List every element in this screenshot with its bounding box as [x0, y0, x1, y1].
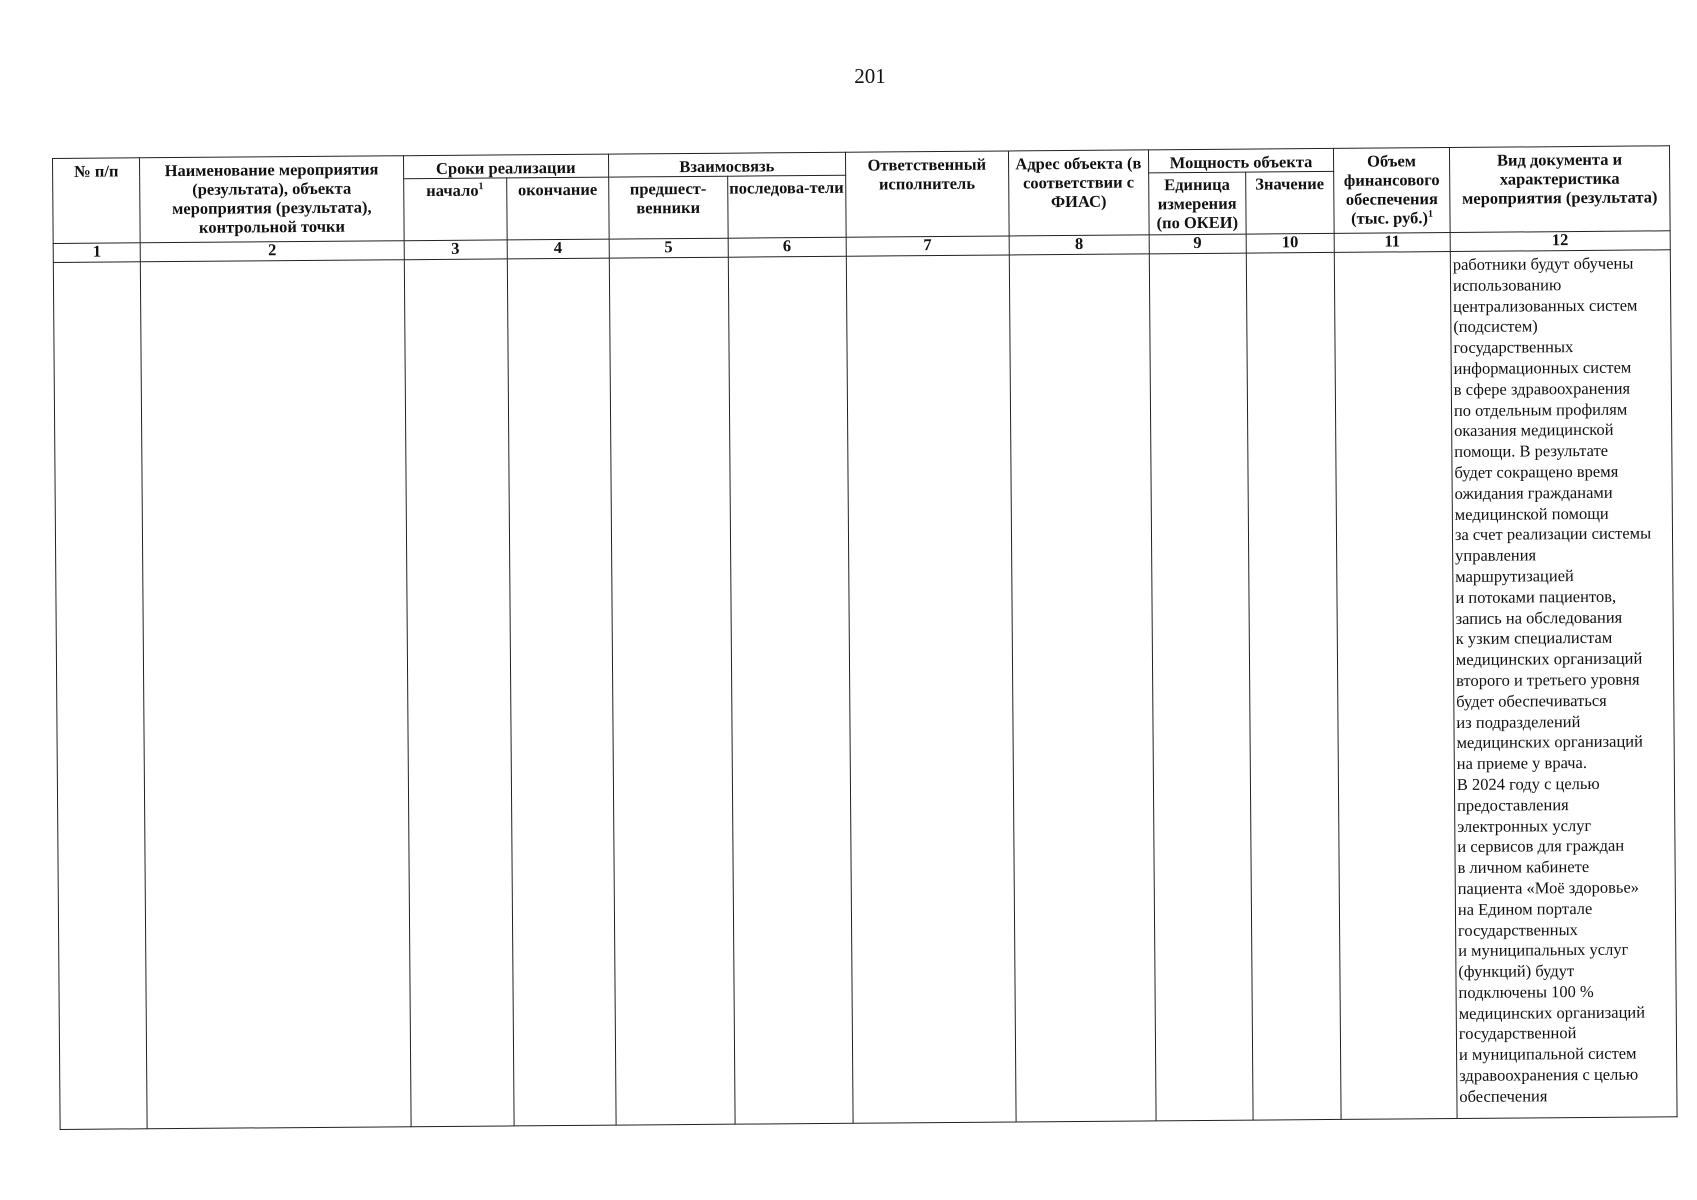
- description-line: использованию: [1452, 274, 1562, 295]
- description-line: медицинских организаций: [1456, 731, 1644, 753]
- description-line: медицинской помощи: [1454, 503, 1609, 524]
- footnote-mark: 1: [478, 181, 484, 193]
- column-number: 1: [53, 243, 141, 263]
- column-number: 8: [1009, 235, 1149, 255]
- plan-table-sheet: [52, 145, 1678, 1130]
- header-end: окончание: [506, 177, 609, 240]
- cell-empty: [1334, 252, 1457, 1120]
- column-number: 7: [846, 236, 1009, 256]
- description-line: предоставления: [1456, 794, 1569, 815]
- cell-empty: [1149, 253, 1253, 1121]
- description-line: В 2024 году с целью: [1456, 773, 1600, 794]
- header-name: Наименование мероприятия (результата), объекта мероприятия (результата), контрольной точки: [140, 156, 404, 243]
- description-line: ожидания гражданами: [1454, 482, 1613, 503]
- cell-empty: [846, 255, 1016, 1123]
- cell-empty: [404, 259, 514, 1127]
- description-line: медицинских организаций: [1458, 1002, 1646, 1023]
- description-line: на Едином портале: [1457, 898, 1593, 919]
- description-line: управления: [1454, 545, 1537, 566]
- cell-empty: [53, 262, 147, 1130]
- header-financing: Объем финансового обеспечения (тыс. руб.)$^1$: [1334, 148, 1450, 234]
- cell-empty: [141, 260, 411, 1129]
- description-line: здравоохранения с целью: [1459, 1064, 1639, 1086]
- cell-empty: [1009, 254, 1156, 1122]
- description-line: (функций) будут: [1458, 961, 1575, 982]
- header-doc-type: Вид документа и характеристика мероприятия (результата): [1449, 146, 1670, 233]
- description-line: маршрутизацией: [1455, 566, 1574, 586]
- description-text: [1451, 250, 1677, 1107]
- description-line: в сфере здравоохранения: [1453, 378, 1631, 399]
- header-terms: Сроки реализации: [403, 154, 608, 179]
- column-number: 12: [1450, 231, 1670, 252]
- column-number: 3: [404, 240, 507, 260]
- description-line: государственных: [1457, 919, 1578, 940]
- cell-empty: [728, 256, 853, 1124]
- description-line: на приеме у врача.: [1456, 753, 1588, 774]
- description-line: и муниципальной систем: [1458, 1043, 1637, 1065]
- column-number: 10: [1246, 233, 1335, 253]
- description-line: будет обеспечиваться: [1456, 690, 1607, 711]
- footnote-mark: 1: [1427, 208, 1433, 220]
- cell-empty: [609, 257, 735, 1125]
- header-unit: Единица измерения (по ОКЕИ): [1148, 172, 1245, 235]
- description-line: электронных услуг: [1457, 815, 1592, 836]
- header-executor: Ответственный исполнитель: [845, 151, 1009, 237]
- description-line: (подсистем): [1453, 316, 1538, 337]
- description-line: запись на обследования: [1455, 607, 1623, 628]
- page-number: 201: [854, 64, 886, 88]
- description-line: обеспечения: [1459, 1086, 1548, 1106]
- column-number: 11: [1334, 233, 1450, 253]
- description-cell: [1450, 250, 1677, 1119]
- description-line: работники будут обучены: [1452, 253, 1634, 275]
- description-line: и сервисов для граждан: [1457, 835, 1625, 857]
- cell-empty: [507, 258, 616, 1126]
- description-line: будет сокращено время: [1454, 461, 1619, 482]
- description-line: второго и третьего уровня: [1455, 669, 1640, 690]
- header-address: Адрес объекта (в соответствии с ФИАС): [1008, 150, 1149, 236]
- description-line: государственных: [1453, 337, 1574, 358]
- description-line: оказания медицинской: [1454, 420, 1614, 441]
- header-successors: последова-тели: [727, 175, 845, 238]
- description-line: за счет реализации системы: [1454, 523, 1652, 545]
- column-number: 9: [1149, 234, 1246, 254]
- plan-table: [52, 145, 1678, 1130]
- description-line: медицинских организаций: [1455, 648, 1643, 670]
- header-start: начало$^1$: [403, 178, 507, 241]
- description-line: из подразделений: [1456, 711, 1581, 732]
- table-row: [53, 250, 1677, 1130]
- description-line: помощи. В результате: [1454, 440, 1609, 462]
- column-number: 2: [141, 241, 404, 262]
- column-number: 4: [507, 239, 609, 259]
- header-predecessors: предшест-венники: [608, 176, 727, 239]
- description-line: в личном кабинете: [1457, 857, 1590, 878]
- description-line: государственной: [1458, 1023, 1577, 1044]
- header-num: № п/п: [53, 158, 141, 244]
- description-line: и потоками пациентов,: [1455, 586, 1617, 607]
- column-number: 6: [728, 237, 846, 257]
- description-line: информационных систем: [1453, 357, 1632, 378]
- cell-empty: [1246, 252, 1341, 1120]
- header-value: Значение: [1245, 171, 1334, 234]
- description-line: централизованных систем: [1453, 295, 1638, 316]
- description-line: подключены 100 %: [1458, 981, 1594, 1002]
- header-capacity: Мощность объекта: [1148, 148, 1333, 172]
- column-number: 5: [609, 238, 728, 258]
- description-line: и муниципальных услуг: [1458, 939, 1629, 961]
- header-relation: Взаимосвязь: [608, 152, 845, 177]
- description-line: пациента «Моё здоровье»: [1457, 877, 1640, 898]
- description-line: к узким специалистам: [1455, 628, 1613, 649]
- description-line: по отдельным профилям: [1453, 399, 1628, 420]
